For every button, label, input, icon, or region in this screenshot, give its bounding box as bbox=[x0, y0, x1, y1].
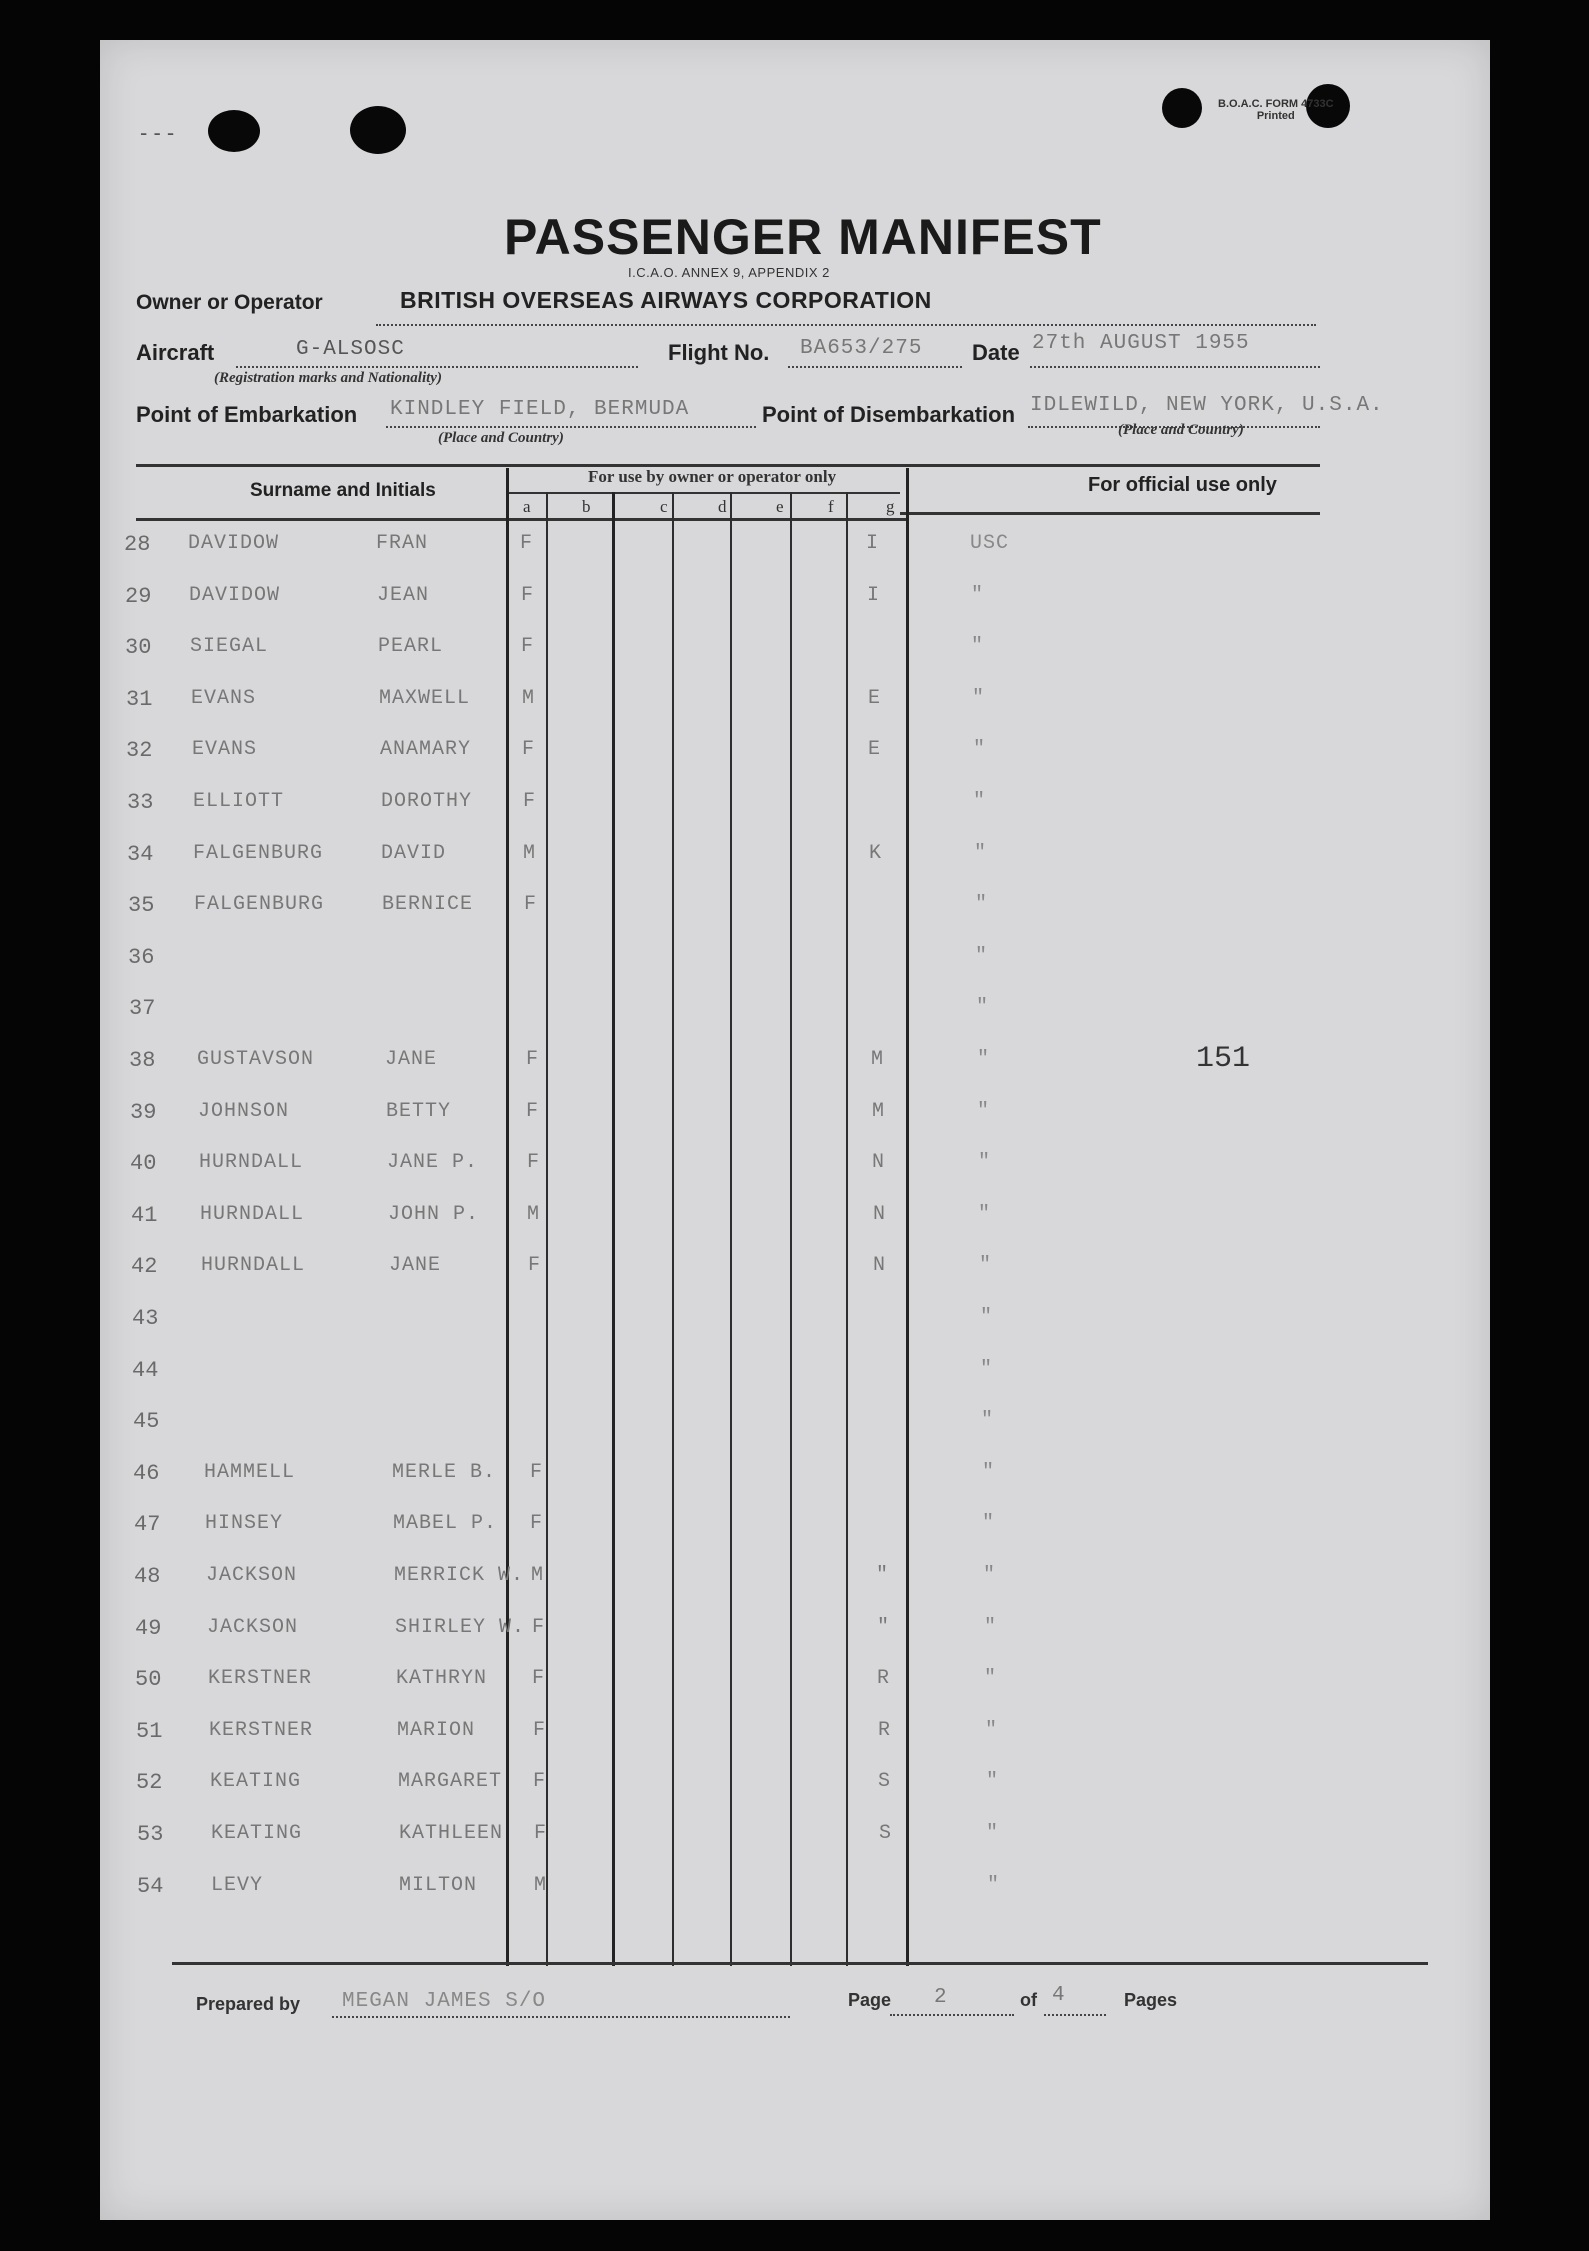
column-rule bbox=[906, 468, 909, 1966]
column-rule bbox=[546, 492, 548, 1966]
passenger-code-f: I bbox=[867, 584, 881, 607]
column-header-a: a bbox=[523, 497, 531, 516]
column-rule bbox=[730, 492, 732, 1966]
operator-line bbox=[376, 324, 1316, 326]
pages-label: Pages bbox=[1124, 1990, 1178, 2010]
passenger-code-f: M bbox=[871, 1048, 885, 1071]
row-number: 43 bbox=[132, 1306, 159, 1331]
column-header-g: g bbox=[886, 497, 895, 516]
embarkation-label: Point of Embarkation bbox=[136, 402, 358, 427]
official-remark: " bbox=[984, 1616, 998, 1639]
official-remark: " bbox=[977, 1100, 991, 1123]
passenger-given-name: JANE P. bbox=[387, 1151, 479, 1174]
official-remark: " bbox=[986, 1822, 1000, 1845]
embarkation-caption: (Place and Country) bbox=[438, 430, 564, 446]
column-rule bbox=[612, 492, 615, 1966]
official-remark: " bbox=[975, 945, 989, 968]
passenger-sex: F bbox=[533, 1719, 547, 1742]
row-number: 41 bbox=[131, 1203, 158, 1228]
passenger-code-f: " bbox=[876, 1564, 890, 1587]
name-column-header: Surname and Initials bbox=[250, 480, 436, 501]
of-label: of bbox=[1020, 1990, 1037, 2010]
column-header-d: d bbox=[718, 497, 727, 516]
ink-blot bbox=[208, 110, 260, 152]
passenger-surname: KERSTNER bbox=[209, 1719, 314, 1742]
passenger-sex: F bbox=[523, 790, 537, 813]
passenger-surname: SIEGAL bbox=[190, 635, 269, 658]
aircraft-caption: (Registration marks and Nationality) bbox=[214, 370, 442, 386]
passenger-sex: F bbox=[530, 1512, 544, 1535]
passenger-given-name: DAVID bbox=[381, 842, 447, 865]
page-value: 2 bbox=[934, 1986, 948, 2009]
aircraft-value: G-ALSOSC bbox=[296, 338, 405, 361]
row-number: 46 bbox=[133, 1461, 160, 1486]
official-remark: " bbox=[981, 1409, 995, 1432]
column-rule bbox=[672, 492, 674, 1966]
column-rule bbox=[790, 492, 792, 1966]
passenger-sex: F bbox=[522, 738, 536, 761]
passenger-sex: M bbox=[527, 1203, 541, 1226]
flight-line bbox=[788, 366, 962, 368]
row-number: 37 bbox=[129, 996, 156, 1021]
of-value: 4 bbox=[1052, 1984, 1066, 2007]
official-remark: " bbox=[980, 1306, 994, 1329]
passenger-given-name: SHIRLEY W. bbox=[395, 1616, 526, 1639]
row-number: 32 bbox=[126, 738, 153, 763]
passenger-given-name: PEARL bbox=[378, 635, 444, 658]
official-remark: " bbox=[974, 842, 988, 865]
row-number: 34 bbox=[127, 842, 154, 867]
prepared-by-line bbox=[332, 2016, 790, 2018]
passenger-sex: M bbox=[523, 842, 537, 865]
passenger-surname: FALGENBURG bbox=[193, 842, 324, 865]
row-number: 48 bbox=[134, 1564, 161, 1589]
column-header-c: c bbox=[660, 497, 668, 516]
passenger-surname: GUSTAVSON bbox=[197, 1048, 315, 1071]
passenger-surname: EVANS bbox=[191, 687, 257, 710]
official-remark: " bbox=[971, 584, 985, 607]
row-number: 35 bbox=[128, 893, 155, 918]
passenger-sex: F bbox=[524, 893, 538, 916]
form-reference-line2: Printed bbox=[1256, 110, 1295, 122]
prepared-by-value: MEGAN JAMES S/O bbox=[342, 1990, 547, 2013]
passenger-code-f: N bbox=[872, 1151, 886, 1174]
column-header-b: b bbox=[582, 497, 591, 516]
passenger-given-name: KATHLEEN bbox=[399, 1822, 504, 1845]
passenger-sex: F bbox=[534, 1822, 548, 1845]
row-number: 39 bbox=[130, 1100, 157, 1125]
passenger-given-name: MABEL P. bbox=[393, 1512, 498, 1535]
stamp-number: 151 bbox=[1196, 1042, 1251, 1076]
embarkation-line bbox=[386, 426, 756, 428]
passenger-sex: F bbox=[532, 1616, 546, 1639]
column-rule bbox=[506, 468, 509, 1966]
passenger-given-name: MILTON bbox=[399, 1874, 478, 1897]
passenger-given-name: MARION bbox=[397, 1719, 476, 1742]
passenger-surname: DAVIDOW bbox=[189, 584, 281, 607]
passenger-code-f: R bbox=[878, 1719, 892, 1742]
row-number: 30 bbox=[125, 635, 152, 660]
row-number: 50 bbox=[135, 1667, 162, 1692]
row-number: 36 bbox=[128, 945, 155, 970]
row-number: 28 bbox=[124, 532, 151, 557]
operator-value: BRITISH OVERSEAS AIRWAYS CORPORATION bbox=[400, 287, 932, 313]
passenger-surname: JACKSON bbox=[207, 1616, 299, 1639]
official-remark: " bbox=[987, 1874, 1001, 1897]
disembarkation-label: Point of Disembarkation bbox=[762, 402, 1016, 427]
page-label: Page bbox=[848, 1990, 892, 2010]
passenger-sex: F bbox=[526, 1048, 540, 1071]
passenger-surname: HURNDALL bbox=[200, 1203, 305, 1226]
official-remark: " bbox=[973, 790, 987, 813]
row-number: 44 bbox=[132, 1358, 159, 1383]
passenger-sex: M bbox=[522, 687, 536, 710]
passenger-code-f: S bbox=[879, 1822, 893, 1845]
table-bottom-rule bbox=[172, 1962, 1428, 1965]
official-remark: " bbox=[979, 1254, 993, 1277]
passenger-sex: F bbox=[528, 1254, 542, 1277]
header-bottom-rule bbox=[136, 518, 908, 521]
row-number: 29 bbox=[125, 584, 152, 609]
passenger-surname: JACKSON bbox=[206, 1564, 298, 1587]
disembarkation-value: IDLEWILD, NEW YORK, U.S.A. bbox=[1030, 394, 1384, 417]
passenger-surname: HINSEY bbox=[205, 1512, 284, 1535]
passenger-code-f: N bbox=[873, 1254, 887, 1277]
form-reference-line1: B.O.A.C. FORM 4733C bbox=[1218, 98, 1334, 110]
official-remark: " bbox=[973, 738, 987, 761]
passenger-sex: M bbox=[534, 1874, 548, 1897]
passenger-sex: F bbox=[521, 584, 535, 607]
passenger-sex: F bbox=[533, 1770, 547, 1793]
date-label: Date bbox=[972, 340, 1020, 365]
column-rule bbox=[846, 492, 848, 1966]
passenger-surname: FALGENBURG bbox=[194, 893, 325, 916]
passenger-sex: F bbox=[520, 532, 534, 555]
passenger-surname: HAMMELL bbox=[204, 1461, 296, 1484]
passenger-surname: LEVY bbox=[211, 1874, 264, 1897]
flight-value: BA653/275 bbox=[800, 337, 923, 360]
passenger-surname: JOHNSON bbox=[198, 1100, 290, 1123]
row-number: 40 bbox=[130, 1151, 157, 1176]
column-header-e: e bbox=[776, 497, 784, 516]
passenger-code-f: K bbox=[869, 842, 883, 865]
row-number: 47 bbox=[134, 1512, 161, 1537]
official-remark: " bbox=[985, 1719, 999, 1742]
passenger-given-name: ANAMARY bbox=[380, 738, 472, 761]
passenger-sex: F bbox=[527, 1151, 541, 1174]
passenger-surname: HURNDALL bbox=[199, 1151, 304, 1174]
of-line bbox=[1044, 2014, 1106, 2016]
prepared-by-label: Prepared by bbox=[196, 1994, 301, 2014]
passenger-sex: F bbox=[526, 1100, 540, 1123]
row-number: 42 bbox=[131, 1254, 158, 1279]
official-remark: " bbox=[982, 1512, 996, 1535]
passenger-code-f: E bbox=[868, 687, 882, 710]
passenger-code-f: S bbox=[878, 1770, 892, 1793]
column-header-rule bbox=[508, 492, 900, 494]
passenger-surname: HURNDALL bbox=[201, 1254, 306, 1277]
official-remark: " bbox=[983, 1564, 997, 1587]
passenger-given-name: MERRICK W. bbox=[394, 1564, 525, 1587]
passenger-given-name: BERNICE bbox=[382, 893, 474, 916]
passenger-sex: M bbox=[531, 1564, 545, 1587]
page-subtitle: I.C.A.O. ANNEX 9, APPENDIX 2 bbox=[628, 265, 830, 280]
official-remark: " bbox=[976, 996, 990, 1019]
official-remark: " bbox=[975, 893, 989, 916]
passenger-code-f: I bbox=[866, 532, 880, 555]
passenger-given-name: KATHRYN bbox=[396, 1667, 488, 1690]
passenger-surname: DAVIDOW bbox=[188, 532, 280, 555]
passenger-given-name: JANE bbox=[389, 1254, 442, 1277]
official-header-rule bbox=[900, 512, 1320, 515]
passenger-code-f: " bbox=[877, 1616, 891, 1639]
official-remark: " bbox=[980, 1358, 994, 1381]
aircraft-label: Aircraft bbox=[136, 340, 215, 365]
aircraft-line bbox=[236, 366, 638, 368]
passenger-sex: F bbox=[530, 1461, 544, 1484]
passenger-given-name: FRAN bbox=[376, 532, 429, 555]
owner-use-header: For use by owner or operator only bbox=[588, 467, 837, 486]
flight-label: Flight No. bbox=[668, 340, 770, 365]
official-remark: " bbox=[982, 1461, 996, 1484]
passenger-sex: F bbox=[532, 1667, 546, 1690]
passenger-surname: EVANS bbox=[192, 738, 258, 761]
passenger-surname: KEATING bbox=[210, 1770, 302, 1793]
passenger-surname: KERSTNER bbox=[208, 1667, 313, 1690]
row-number: 53 bbox=[137, 1822, 164, 1847]
margin-dashes: - - - bbox=[140, 120, 175, 145]
passenger-code-f: R bbox=[877, 1667, 891, 1690]
official-remark: " bbox=[978, 1203, 992, 1226]
passenger-surname: ELLIOTT bbox=[193, 790, 285, 813]
embarkation-value: KINDLEY FIELD, BERMUDA bbox=[390, 398, 690, 421]
official-use-header: For official use only bbox=[1088, 474, 1277, 496]
page-title: PASSENGER MANIFEST bbox=[504, 209, 1102, 265]
row-number: 51 bbox=[136, 1719, 163, 1744]
official-remark: " bbox=[984, 1667, 998, 1690]
date-line bbox=[1030, 366, 1320, 368]
official-remark: " bbox=[978, 1151, 992, 1174]
row-number: 54 bbox=[137, 1874, 164, 1899]
date-value: 27th AUGUST 1955 bbox=[1032, 332, 1250, 355]
row-number: 38 bbox=[129, 1048, 156, 1073]
manifest-sheet bbox=[100, 40, 1490, 2220]
official-remark: USC bbox=[970, 532, 1010, 555]
column-header-f: f bbox=[828, 497, 834, 516]
row-number: 33 bbox=[127, 790, 154, 815]
passenger-given-name: MERLE B. bbox=[392, 1461, 497, 1484]
official-remark: " bbox=[972, 687, 986, 710]
official-remark: " bbox=[986, 1770, 1000, 1793]
page-line bbox=[890, 2014, 1014, 2016]
passenger-given-name: JEAN bbox=[377, 584, 430, 607]
row-number: 45 bbox=[133, 1409, 160, 1434]
operator-label: Owner or Operator bbox=[136, 291, 323, 314]
passenger-surname: KEATING bbox=[211, 1822, 303, 1845]
passenger-sex: F bbox=[521, 635, 535, 658]
passenger-given-name: MAXWELL bbox=[379, 687, 471, 710]
ink-blot bbox=[1162, 88, 1202, 128]
form-reference bbox=[1218, 98, 1334, 122]
passenger-code-f: N bbox=[873, 1203, 887, 1226]
passenger-given-name: JOHN P. bbox=[388, 1203, 480, 1226]
passenger-given-name: MARGARET bbox=[398, 1770, 503, 1793]
row-number: 49 bbox=[135, 1616, 162, 1641]
disembarkation-caption: (Place and Country) bbox=[1118, 422, 1244, 438]
official-remark: " bbox=[971, 635, 985, 658]
passenger-given-name: DOROTHY bbox=[381, 790, 473, 813]
passenger-given-name: JANE bbox=[385, 1048, 438, 1071]
row-number: 31 bbox=[126, 687, 153, 712]
official-remark: " bbox=[977, 1048, 991, 1071]
ink-blot bbox=[350, 106, 406, 154]
passenger-given-name: BETTY bbox=[386, 1100, 452, 1123]
passenger-code-f: E bbox=[868, 738, 882, 761]
passenger-code-f: M bbox=[872, 1100, 886, 1123]
row-number: 52 bbox=[136, 1770, 163, 1795]
